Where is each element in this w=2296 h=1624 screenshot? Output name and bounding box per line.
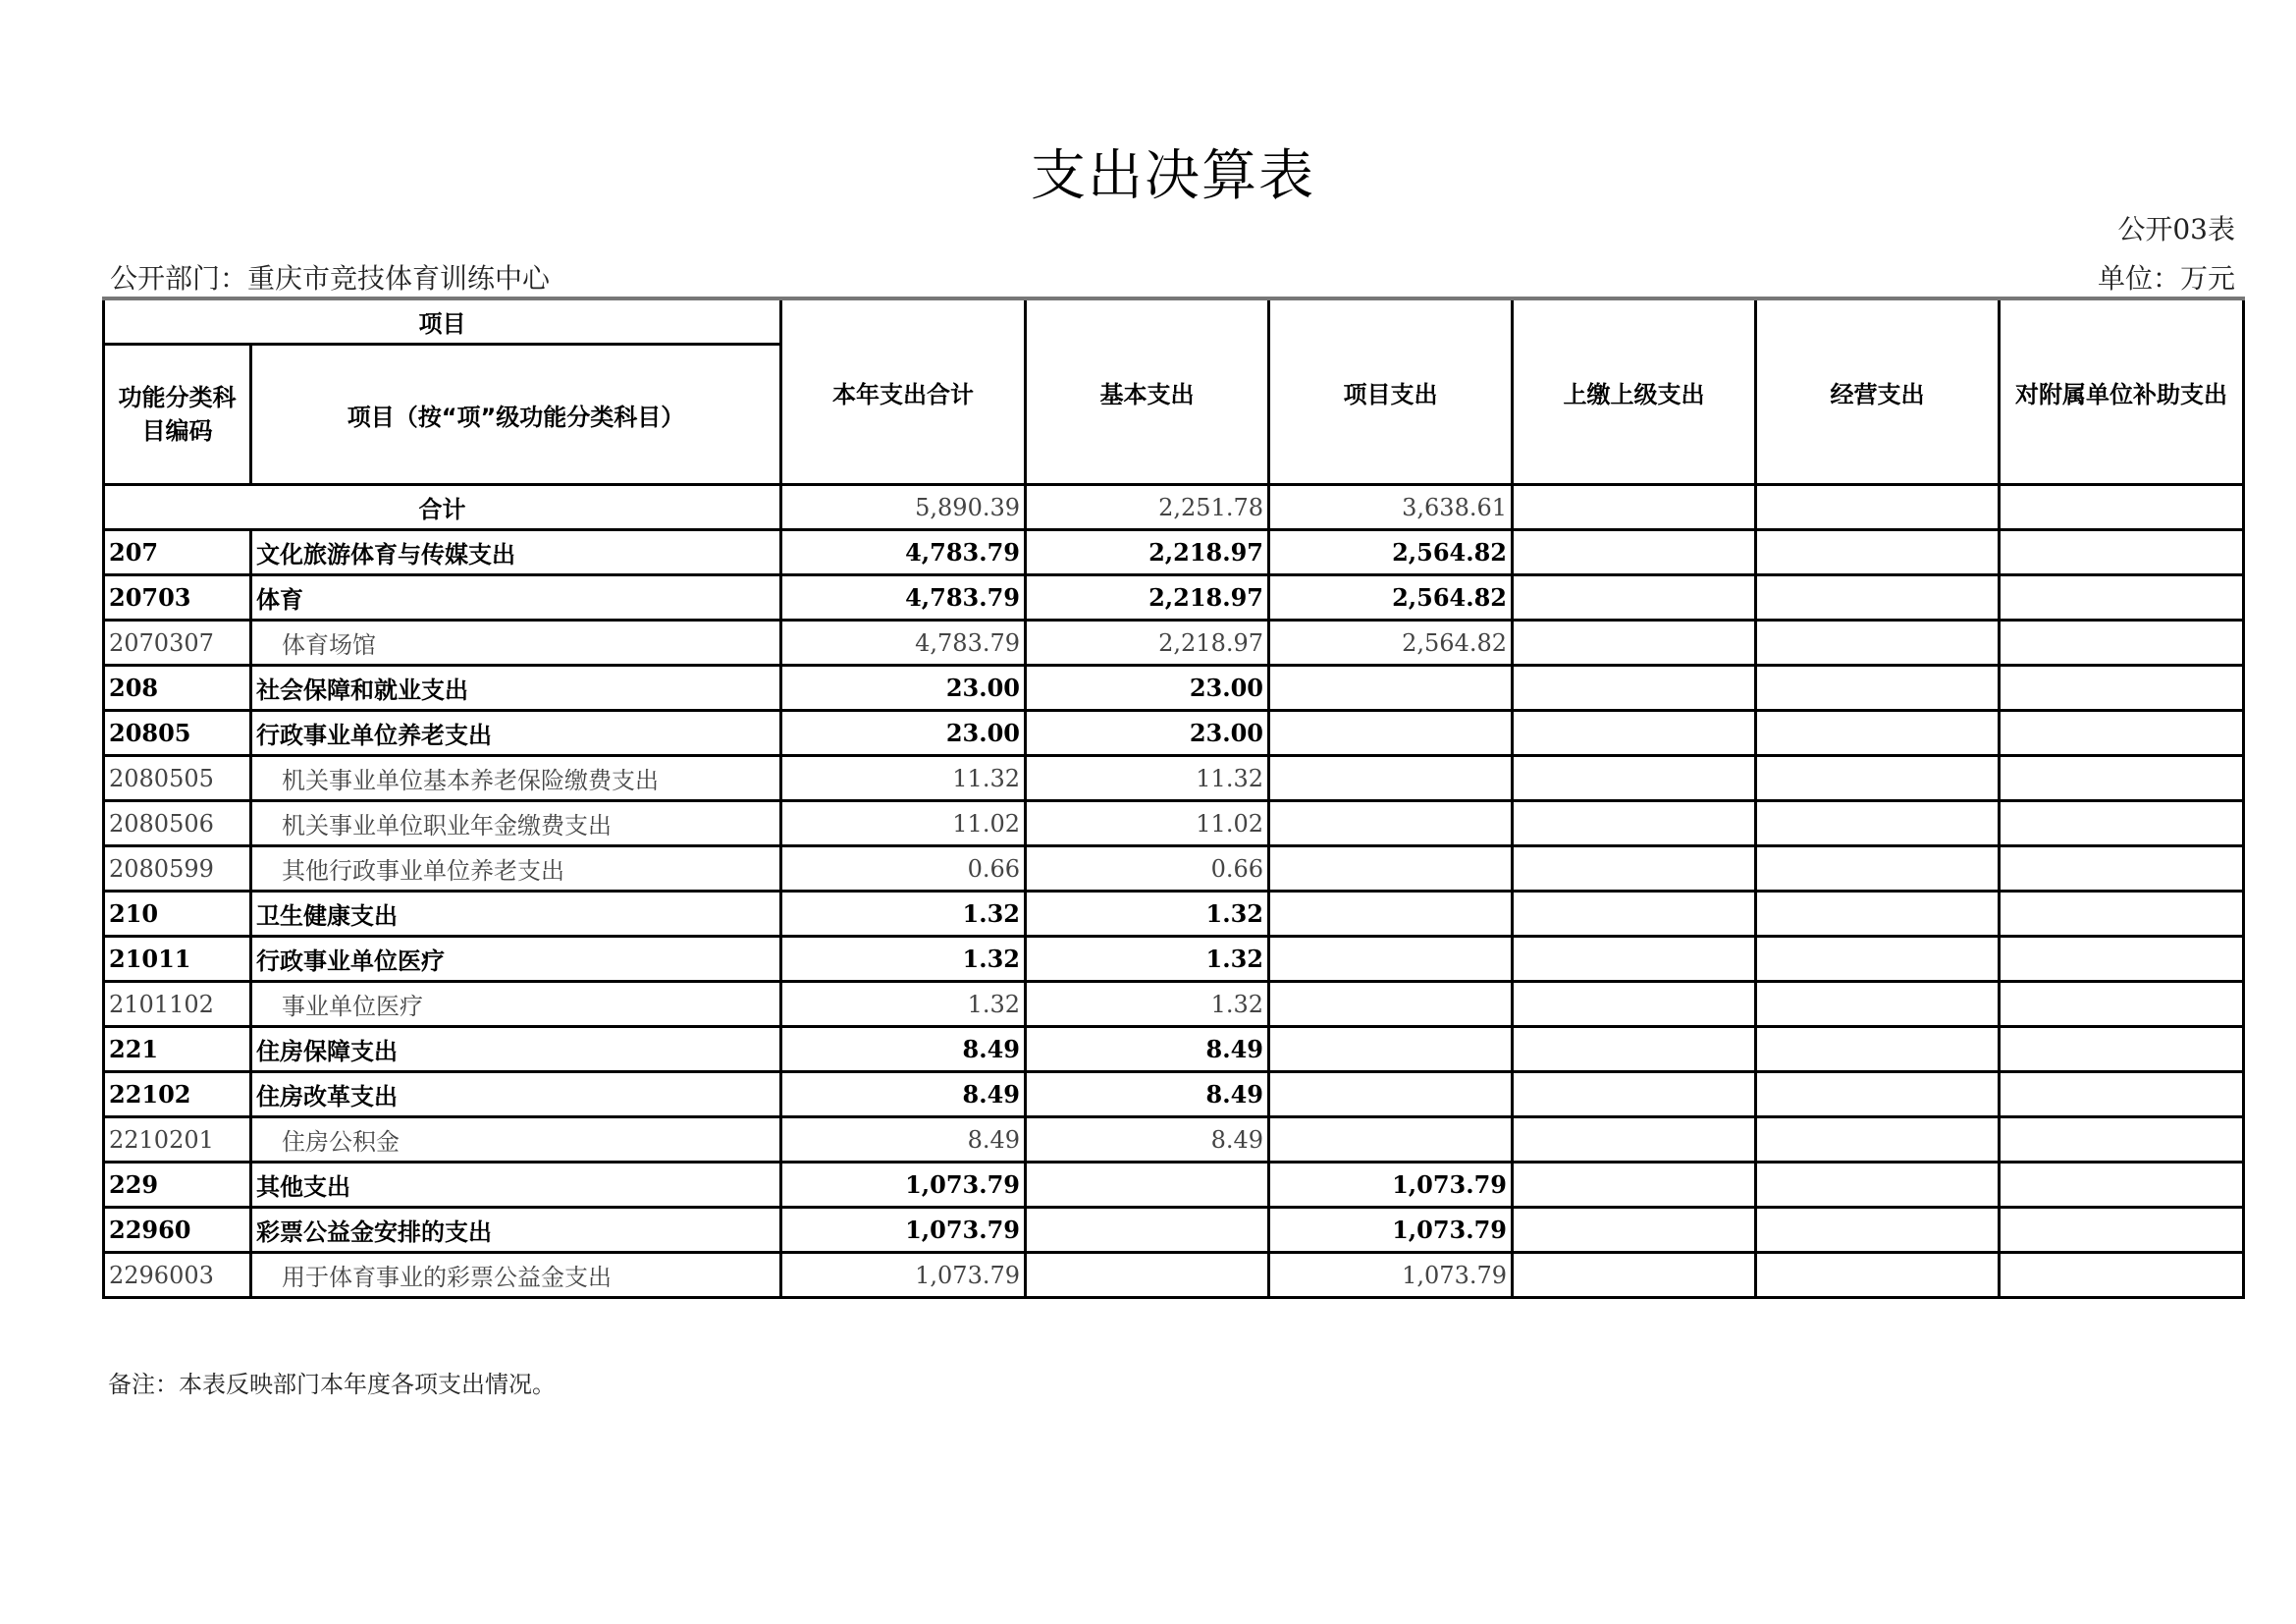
row-project: [1269, 982, 1513, 1027]
empty-cell: [2000, 575, 2244, 621]
row-code: 2080506: [104, 801, 251, 846]
row-total: 0.66: [781, 846, 1026, 892]
table-row: [104, 1072, 2244, 1117]
empty-cell: [1513, 892, 1756, 937]
row-total: 8.49: [781, 1072, 1026, 1117]
row-project: 2,564.82: [1269, 530, 1513, 575]
footnote: 备注：本表反映部门本年度各项支出情况。: [108, 1371, 556, 1398]
empty-cell: [2000, 711, 2244, 756]
empty-cell: [1756, 982, 2000, 1027]
row-basic: 1.32: [1026, 982, 1269, 1027]
row-total: 1,073.79: [781, 1163, 1026, 1208]
empty-cell: [2000, 621, 2244, 666]
empty-cell: [1513, 756, 1756, 801]
table-row: [104, 711, 2244, 756]
empty-cell: [2000, 982, 2244, 1027]
total-total: 5,890.39: [781, 485, 1026, 530]
empty-cell: [1513, 621, 1756, 666]
empty-cell: [1756, 1208, 2000, 1253]
empty-cell: [1513, 530, 1756, 575]
row-basic: 1.32: [1026, 937, 1269, 982]
empty-cell: [2000, 1163, 2244, 1208]
header-total: 本年支出合计: [781, 298, 1026, 485]
empty-cell: [1513, 1072, 1756, 1117]
expenditure-table: [102, 297, 2245, 1299]
row-code: 20703: [104, 575, 251, 621]
row-total: 1.32: [781, 937, 1026, 982]
row-total: 11.32: [781, 756, 1026, 801]
empty-cell: [2000, 1027, 2244, 1072]
row-basic: 0.66: [1026, 846, 1269, 892]
table-row: [104, 982, 2244, 1027]
empty-cell: [1513, 575, 1756, 621]
row-project: [1269, 892, 1513, 937]
empty-cell: [1756, 711, 2000, 756]
header-business: 经营支出: [1756, 298, 2000, 485]
row-name: 社会保障和就业支出: [251, 666, 781, 711]
table-row: [104, 846, 2244, 892]
empty-cell: [1756, 937, 2000, 982]
row-total: 23.00: [781, 666, 1026, 711]
row-name: 用于体育事业的彩票公益金支出: [251, 1253, 781, 1298]
empty-cell: [1756, 575, 2000, 621]
empty-cell: [1513, 1117, 1756, 1163]
row-basic: 11.32: [1026, 756, 1269, 801]
empty-cell: [1756, 801, 2000, 846]
row-total: 11.02: [781, 801, 1026, 846]
empty-cell: [1513, 666, 1756, 711]
empty-cell: [1513, 801, 1756, 846]
row-project: [1269, 666, 1513, 711]
row-code: 2101102: [104, 982, 251, 1027]
unit: 单位：万元: [2097, 262, 2235, 295]
row-basic: 11.02: [1026, 801, 1269, 846]
row-project: [1269, 756, 1513, 801]
department: 公开部门：重庆市竞技体育训练中心: [110, 262, 551, 295]
empty-cell: [1513, 711, 1756, 756]
row-project: [1269, 846, 1513, 892]
empty-cell: [2000, 1072, 2244, 1117]
row-project: 1,073.79: [1269, 1253, 1513, 1298]
empty-cell: [1756, 1027, 2000, 1072]
header-upper: 上缴上级支出: [1513, 298, 1756, 485]
row-total: 4,783.79: [781, 621, 1026, 666]
empty-cell: [2000, 485, 2244, 530]
row-code: 2210201: [104, 1117, 251, 1163]
row-project: 1,073.79: [1269, 1208, 1513, 1253]
empty-cell: [1756, 756, 2000, 801]
row-project: [1269, 711, 1513, 756]
header-subsidy: 对附属单位补助支出: [2000, 298, 2244, 485]
row-code: 221: [104, 1027, 251, 1072]
empty-cell: [1756, 846, 2000, 892]
row-name: 体育: [251, 575, 781, 621]
table-row: [104, 1163, 2244, 1208]
total-label: 合计: [104, 485, 781, 530]
row-basic: 8.49: [1026, 1117, 1269, 1163]
empty-cell: [1756, 1072, 2000, 1117]
table-row: [104, 1027, 2244, 1072]
row-name: 住房改革支出: [251, 1072, 781, 1117]
row-name: 机关事业单位职业年金缴费支出: [251, 801, 781, 846]
table-row: [104, 575, 2244, 621]
row-basic: [1026, 1163, 1269, 1208]
header-name: 项目（按“项”级功能分类科目）: [251, 345, 781, 485]
row-basic: 23.00: [1026, 711, 1269, 756]
row-name: 体育场馆: [251, 621, 781, 666]
row-total: 1,073.79: [781, 1253, 1026, 1298]
row-total: 23.00: [781, 711, 1026, 756]
header-basic: 基本支出: [1026, 298, 1269, 485]
row-project: [1269, 1027, 1513, 1072]
row-code: 229: [104, 1163, 251, 1208]
row-basic: 8.49: [1026, 1072, 1269, 1117]
row-total: 1,073.79: [781, 1208, 1026, 1253]
empty-cell: [2000, 1117, 2244, 1163]
table-row: [104, 530, 2244, 575]
total-project: 3,638.61: [1269, 485, 1513, 530]
empty-cell: [1756, 1117, 2000, 1163]
row-total: 8.49: [781, 1027, 1026, 1072]
empty-cell: [1513, 485, 1756, 530]
table-row: [104, 1117, 2244, 1163]
table-row: [104, 1253, 2244, 1298]
empty-cell: [1513, 1163, 1756, 1208]
row-code: 208: [104, 666, 251, 711]
row-name: 其他行政事业单位养老支出: [251, 846, 781, 892]
table-row: [104, 937, 2244, 982]
empty-cell: [2000, 530, 2244, 575]
empty-cell: [1756, 621, 2000, 666]
empty-cell: [2000, 892, 2244, 937]
empty-cell: [2000, 846, 2244, 892]
row-basic: 8.49: [1026, 1027, 1269, 1072]
row-project: [1269, 801, 1513, 846]
row-name: 卫生健康支出: [251, 892, 781, 937]
row-code: 22102: [104, 1072, 251, 1117]
row-project: 2,564.82: [1269, 575, 1513, 621]
empty-cell: [1513, 937, 1756, 982]
header-project: 项目: [104, 298, 781, 345]
total-basic: 2,251.78: [1026, 485, 1269, 530]
row-name: 住房公积金: [251, 1117, 781, 1163]
empty-cell: [1513, 1208, 1756, 1253]
row-project: [1269, 937, 1513, 982]
empty-cell: [1756, 485, 2000, 530]
empty-cell: [2000, 1253, 2244, 1298]
row-code: 2296003: [104, 1253, 251, 1298]
table-row: [104, 1208, 2244, 1253]
row-name: 彩票公益金安排的支出: [251, 1208, 781, 1253]
row-basic: 23.00: [1026, 666, 1269, 711]
row-basic: 2,218.97: [1026, 575, 1269, 621]
empty-cell: [1756, 1163, 2000, 1208]
row-total: 4,783.79: [781, 530, 1026, 575]
empty-cell: [1756, 666, 2000, 711]
row-code: 21011: [104, 937, 251, 982]
row-name: 其他支出: [251, 1163, 781, 1208]
empty-cell: [1513, 1027, 1756, 1072]
row-total: 8.49: [781, 1117, 1026, 1163]
page-title: 支出决算表: [1031, 144, 1315, 208]
total-row: [104, 485, 2244, 530]
table-row: [104, 621, 2244, 666]
empty-cell: [2000, 756, 2244, 801]
row-code: 2080505: [104, 756, 251, 801]
empty-cell: [1513, 982, 1756, 1027]
empty-cell: [1756, 1253, 2000, 1298]
row-code: 207: [104, 530, 251, 575]
row-total: 1.32: [781, 982, 1026, 1027]
row-total: 1.32: [781, 892, 1026, 937]
row-basic: [1026, 1253, 1269, 1298]
table-row: [104, 756, 2244, 801]
table-row: [104, 666, 2244, 711]
header-project-expense: 项目支出: [1269, 298, 1513, 485]
table-row: [104, 892, 2244, 937]
empty-cell: [2000, 666, 2244, 711]
row-project: 2,564.82: [1269, 621, 1513, 666]
row-basic: 2,218.97: [1026, 530, 1269, 575]
empty-cell: [1756, 892, 2000, 937]
empty-cell: [2000, 801, 2244, 846]
row-project: [1269, 1117, 1513, 1163]
empty-cell: [1756, 530, 2000, 575]
row-code: 210: [104, 892, 251, 937]
row-code: 22960: [104, 1208, 251, 1253]
row-project: 1,073.79: [1269, 1163, 1513, 1208]
empty-cell: [2000, 1208, 2244, 1253]
row-name: 事业单位医疗: [251, 982, 781, 1027]
row-code: 2070307: [104, 621, 251, 666]
form-number: 公开03表: [2117, 213, 2235, 245]
row-name: 文化旅游体育与传媒支出: [251, 530, 781, 575]
row-name: 行政事业单位养老支出: [251, 711, 781, 756]
row-basic: 1.32: [1026, 892, 1269, 937]
table-row: [104, 801, 2244, 846]
empty-cell: [1513, 1253, 1756, 1298]
row-project: [1269, 1072, 1513, 1117]
header-code: 功能分类科目编码: [104, 345, 251, 485]
empty-cell: [1513, 846, 1756, 892]
row-name: 住房保障支出: [251, 1027, 781, 1072]
empty-cell: [2000, 937, 2244, 982]
row-basic: [1026, 1208, 1269, 1253]
row-code: 20805: [104, 711, 251, 756]
row-basic: 2,218.97: [1026, 621, 1269, 666]
row-total: 4,783.79: [781, 575, 1026, 621]
row-name: 机关事业单位基本养老保险缴费支出: [251, 756, 781, 801]
row-code: 2080599: [104, 846, 251, 892]
row-name: 行政事业单位医疗: [251, 937, 781, 982]
